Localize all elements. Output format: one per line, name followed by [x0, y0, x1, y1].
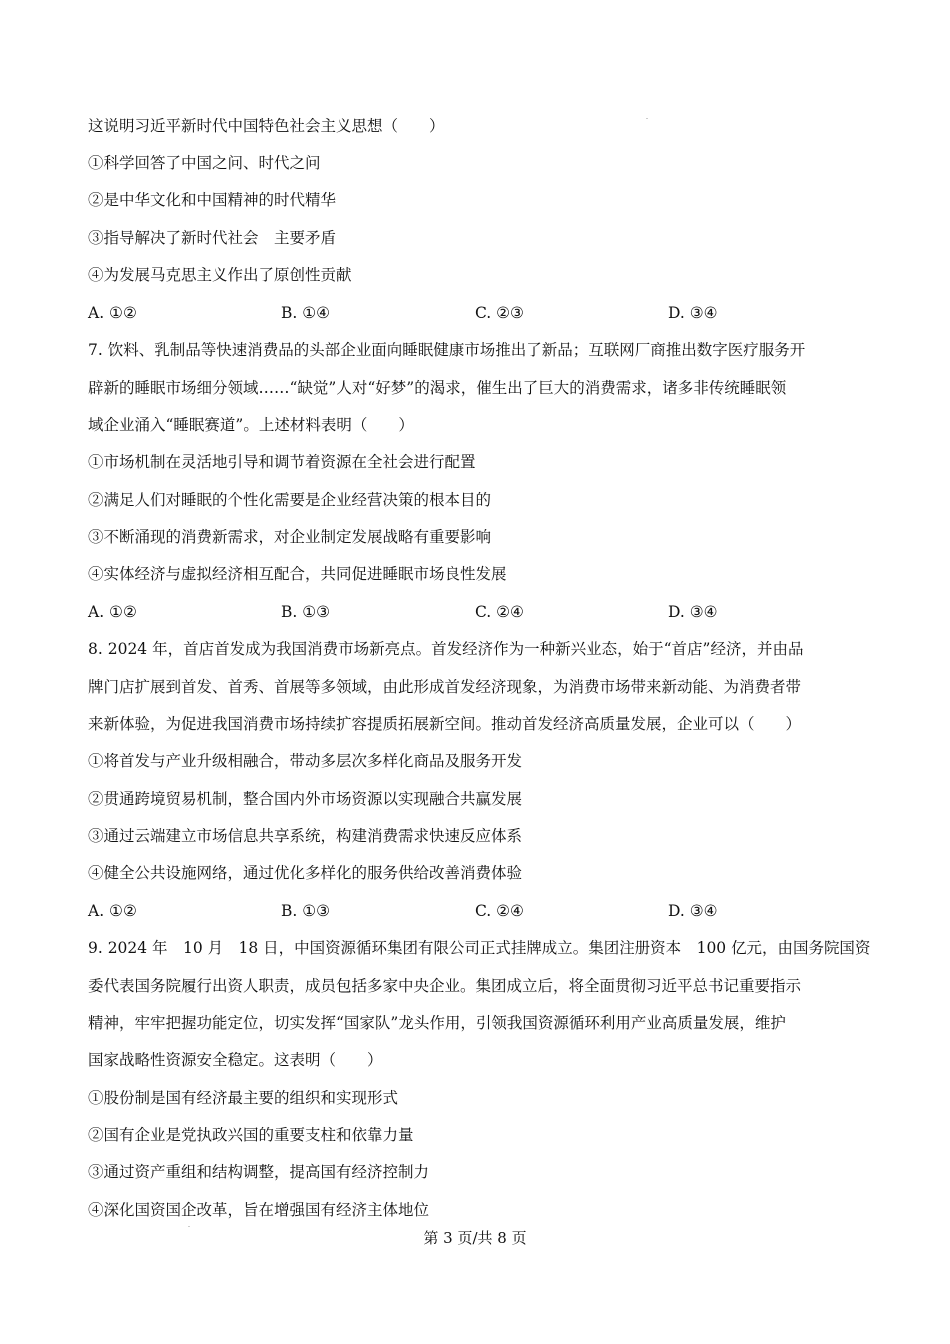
statement-1: ①市场机制在灵活地引导和调节着资源在全社会进行配置	[88, 453, 476, 471]
statement-1: ①将首发与产业升级相融合，带动多层次多样化商品及服务开发	[88, 752, 523, 770]
question-stem: 这说明习近平新时代中国特色社会主义思想（ ）	[88, 117, 445, 135]
question-stem-line: 委代表国务院履行出资人职责，成员包括多家中央企业。集团成立后，将全面贯彻习近平总书记重要指示	[88, 977, 802, 995]
option-d: D. ③④	[668, 902, 718, 920]
statement-2: ②国有企业是党执政兴国的重要支柱和依靠力量	[88, 1126, 414, 1144]
statement-2: ②贯通跨境贸易机制，整合国内外市场资源以实现融合共赢发展	[88, 790, 523, 808]
question-stem-line: 国家战略性资源安全稳定。这表明（ ）	[88, 1051, 383, 1069]
statement-2: ②满足人们对睡眠的个性化需要是企业经营决策的根本目的	[88, 491, 492, 509]
scan-speck	[646, 118, 648, 119]
statement-4: ④健全公共设施网络，通过优化多样化的服务供给改善消费体验	[88, 864, 523, 882]
statement-4: ④深化国资国企改革，旨在增强国有经济主体地位	[88, 1201, 430, 1219]
option-c: C. ②③	[475, 304, 524, 322]
option-d: D. ③④	[668, 304, 718, 322]
statement-1: ①科学回答了中国之问、时代之问	[88, 154, 321, 172]
option-c: C. ②④	[475, 603, 524, 621]
option-a: A. ①②	[88, 603, 137, 621]
option-b: B. ①③	[281, 902, 331, 920]
statement-4: ④为发展马克思主义作出了原创性贡献	[88, 266, 352, 284]
question-stem-line: 9. 2024 年 10 月 18 日，中国资源循环集团有限公司正式挂牌成立。集团注册资本 100 亿元，由国务院国资	[88, 939, 871, 957]
statement-3: ③指导解决了新时代社会 主要矛盾	[88, 229, 337, 247]
statement-3: ③不断涌现的消费新需求，对企业制定发展战略有重要影响	[88, 528, 492, 546]
page-number: 第 3 页/共 8 页	[423, 1229, 527, 1247]
option-d: D. ③④	[668, 603, 718, 621]
option-c: C. ②④	[475, 902, 524, 920]
scan-speck	[188, 1226, 190, 1227]
statement-1: ①股份制是国有经济最主要的组织和实现形式	[88, 1089, 399, 1107]
option-a: A. ①②	[88, 902, 137, 920]
question-stem-line: 域企业涌入“睡眠赛道”。上述材料表明（ ）	[88, 416, 414, 434]
question-stem-line: 8. 2024 年，首店首发成为我国消费市场新亮点。首发经济作为一种新兴业态，始于“首店”经济，并由品	[88, 640, 804, 658]
option-a: A. ①②	[88, 304, 137, 322]
option-b: B. ①④	[281, 304, 331, 322]
statement-4: ④实体经济与虚拟经济相互配合，共同促进睡眠市场良性发展	[88, 565, 507, 583]
question-stem-line: 辟新的睡眠市场细分领域……“缺觉”人对“好梦”的渴求，催生出了巨大的消费需求，诸多非传统睡眠领	[88, 379, 787, 397]
statement-3: ③通过资产重组和结构调整，提高国有经济控制力	[88, 1163, 430, 1181]
question-stem-line: 牌门店扩展到首发、首秀、首展等多领域，由此形成首发经济现象，为消费市场带来新动能、为消费者带	[88, 678, 802, 696]
question-stem-line: 来新体验，为促进我国消费市场持续扩容提质拓展新空间。推动首发经济高质量发展，企业可以（ ）	[88, 715, 802, 733]
statement-2: ②是中华文化和中国精神的时代精华	[88, 191, 337, 209]
statement-3: ③通过云端建立市场信息共享系统，构建消费需求快速反应体系	[88, 827, 523, 845]
question-stem-line: 精神，牢牢把握功能定位，切实发挥“国家队”龙头作用，引领我国资源循环利用产业高质量发展，维护	[88, 1014, 786, 1032]
option-b: B. ①③	[281, 603, 331, 621]
question-stem-line: 7. 饮料、乳制品等快速消费品的头部企业面向睡眠健康市场推出了新品；互联网厂商推出数字医疗服务开	[88, 341, 806, 359]
